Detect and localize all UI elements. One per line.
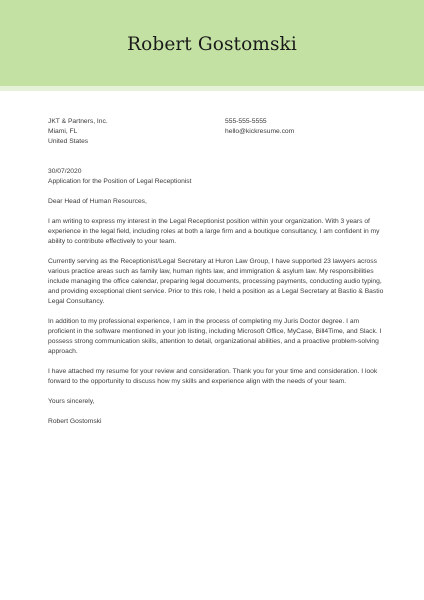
recipient-city: Miami, FL <box>48 128 78 135</box>
letter-paragraph: In addition to my professional experience, I am in the process of completing my Juris Doctor degree. I am proficient in the software mentioned in your job listing, including Microsoft Office, MyCase, Bill4Time, and Slack. I possess strong communication skills, attention to detail, organizational abilities, and a proactive problem-solving approach. <box>48 318 382 355</box>
letter-paragraph: I am writing to express my interest in the Legal Receptionist position within your organization. With 3 years of experience in the legal field, including roles at both a large firm and a boutique consultancy, I am confident in my ability to contribute effectively to your team. <box>48 218 380 245</box>
applicant-name: Robert Gostomski <box>127 34 297 55</box>
sender-email: hello@kickresume.com <box>225 128 295 135</box>
sender-phone: 555-555-5555 <box>225 118 267 125</box>
recipient-address <box>48 117 108 147</box>
recipient-country: United States <box>48 138 89 145</box>
letter-closing: Yours sincerely, <box>48 398 95 405</box>
letter-paragraph: Currently serving as the Receptionist/Legal Secretary at Huron Law Group, I have supported 23 lawyers across various practice areas such as family law, human rights law, and immigration & asylum law. My responsibilities include managing the office calendar, preparing legal documents, processing payments, conducting audio typing, and providing exceptional client service. Prior to this role, I held a position as a Legal Secretary at Bastio & Bastio Legal Consultancy. <box>48 258 384 305</box>
letter-salutation: Dear Head of Human Resources, <box>48 198 147 205</box>
letter-paragraph: I have attached my resume for your review and consideration. Thank you for your time and consideration. I look forward to the opportunity to discuss how my skills and experience align with the needs of your team. <box>48 368 378 385</box>
letter-signature: Robert Gostomski <box>48 418 102 425</box>
recipient-company: JKT & Partners, Inc. <box>48 118 108 125</box>
letter-subject: Application for the Position of Legal Receptionist <box>48 178 192 185</box>
sender-contact <box>225 117 294 137</box>
header-stripe <box>0 86 424 91</box>
letter-date: 30/07/2020 <box>48 168 82 175</box>
letter-body <box>48 167 384 427</box>
